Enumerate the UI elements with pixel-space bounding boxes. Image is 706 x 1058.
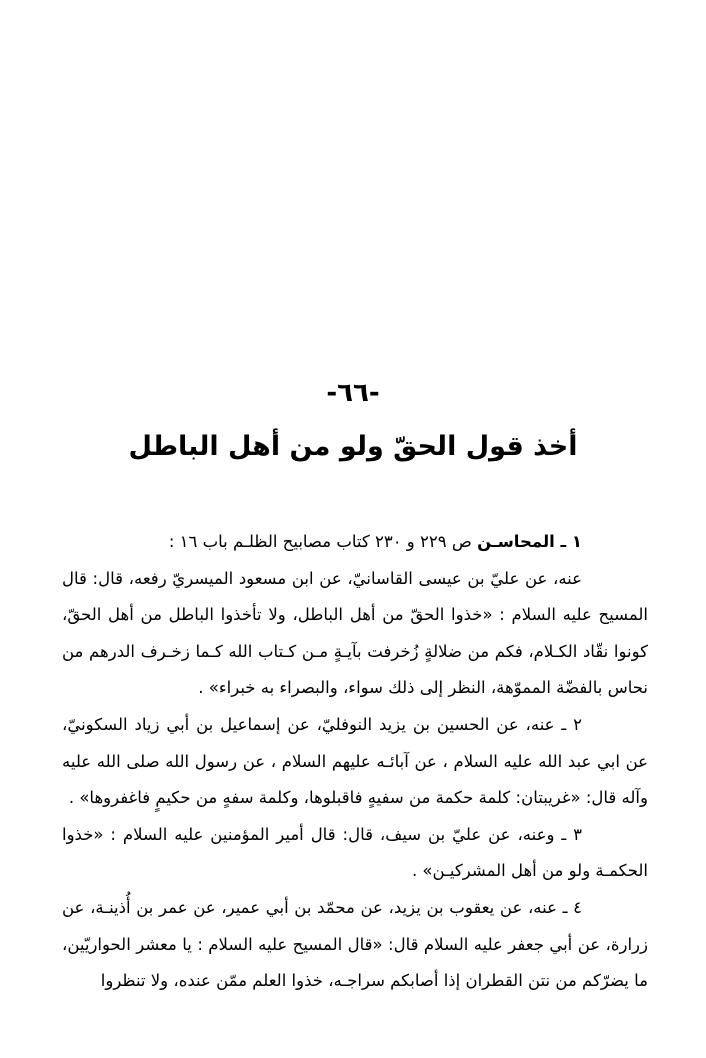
paragraph-3 (62, 817, 648, 890)
paragraph-text: ص ٢٢٩ و ٢٣٠ كتاب مصابيح الظلـم باب ١٦ : (168, 532, 478, 551)
chapter-title: أخذ قول الحقّ ولو من أهل الباطل (128, 431, 578, 462)
paragraph-text: ٢ ـ عنه، عن الحسين بن يزيد النوفليّ، عن إسماعيل بن أبي زياد السكونيّ، عن ابي عبد الله عليه السلام ، عن آبائـه عليهم السلام ، عن رسول الله صلى الله عليه وآله قال: «غريبتان: كلمة حكمة من سفيهٍ فاقبلوها، وكلمة سفهٍ من حكيمٍ فاغفروها» . (62, 714, 648, 808)
chapter-number: -٦٦- (326, 378, 380, 408)
paragraph-2 (62, 707, 648, 817)
paragraph-lead: ١ ـ المحاسـن (477, 532, 582, 551)
paragraph-1 (62, 561, 648, 707)
paragraph-text: ٤ ـ عنه، عن يعقوب بن يزيد، عن محمّد بن أبي عمير، عن عمر بن أُذينـة، عن زرارة، عن أبي جعفر عليه السلام قال: «قال المسيح عليه السلام : يا معشر الحواريّين، ما يضرّكم من نتن القطران إذا أصابكم سراجـه، خذوا العلم ممّن عنده، ولا تنظروا (62, 897, 648, 991)
paragraph-text: ٣ ـ وعنه، عن عليّ بن سيف، قال: قال أمير المؤمنين عليه السلام : «خذوا الحكمـة ولو من أهل المشركيـن» . (62, 824, 648, 881)
paragraph-text: عنه، عن عليّ بن عيسى القاسانيّ، عن ابن مسعود الميسريّ رفعه، قال: قال المسيح عليه السلام : «خذوا الحقّ من أهل الباطل، ولا تأخذوا الباطل من أهل الحقّ، كونوا نقّاد الكـلام، فكم من ضلالةٍ زُخرفت بآيـةٍ مـن كـتاب الله كـما زخـرف الدرهم من نحاس بالفضّة المموّهة، النظر إلى ذلك سواء، والبصراء به خبراء» . (62, 568, 648, 698)
body-text (62, 524, 648, 1000)
paragraph-source (62, 524, 648, 561)
paragraph-4 (62, 890, 648, 1000)
